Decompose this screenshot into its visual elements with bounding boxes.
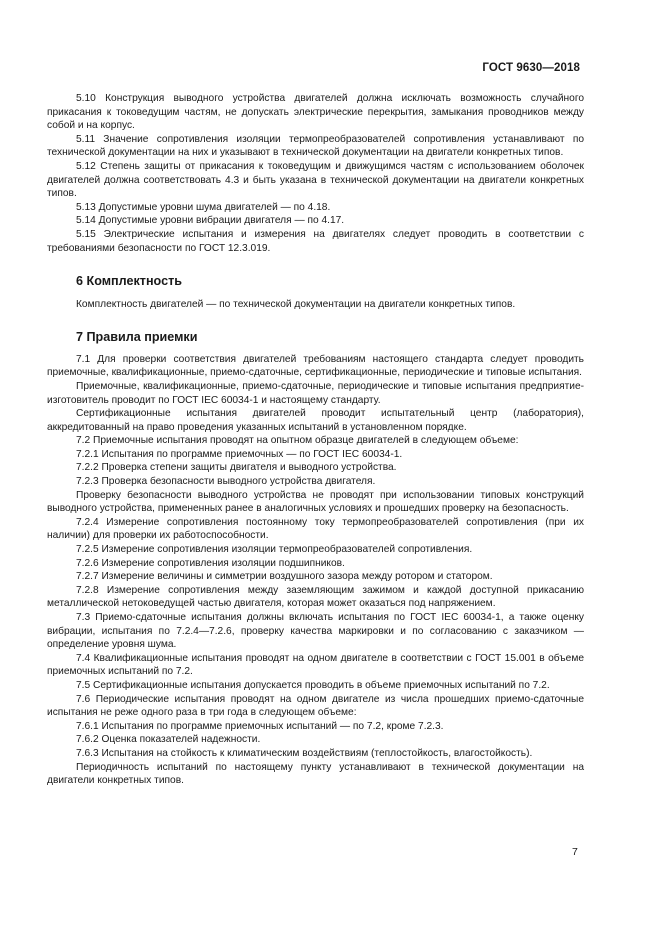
paragraph-7-3: 7.3 Приемо-сдаточные испытания должны включать испытания по ГОСТ IEC 60034-1, а также оценку вибрации, испытания по 7.2.4—7.2.6, проверку качества маркировки и по согласованию с заказчиком — определение уровня шума. <box>47 612 584 651</box>
paragraph-7-6-note: Периодичность испытаний по настоящему пункту устанавливают в технической документации на двигатели конкретных типов. <box>47 761 584 787</box>
page-number: 7 <box>572 846 578 858</box>
document-header: ГОСТ 9630—2018 <box>482 62 580 74</box>
paragraph-7-2-4: 7.2.4 Измерение сопротивления постоянному току термопреобразователей сопротивления (при их наличии) для проверки их работоспособности. <box>47 516 584 542</box>
paragraph-5-11: 5.11 Значение сопротивления изоляции термопреобразователей сопротивления устанавливают по технической документации на них и указывают в технической документации на двигатели конкретных типов. <box>47 133 584 159</box>
paragraph-7-2-8: 7.2.8 Измерение сопротивления между заземляющим зажимом и каждой доступной прикасанию металлической нетоковедущей частью двигателя, которая может оказаться под напряжением. <box>47 584 584 610</box>
paragraph-7-1: 7.1 Для проверки соответствия двигателей требованиям настоящего стандарта следует проводить приемочные, квалификационные, приемо-сдаточные, сертификационные, периодические и типовые испытания. <box>47 353 584 379</box>
page-content <box>47 92 584 788</box>
paragraph-7-6-1: 7.6.1 Испытания по программе приемочных испытаний — по 7.2, кроме 7.2.3. <box>76 720 444 732</box>
paragraph-5-12: 5.12 Степень защиты от прикасания к токоведущим и движущимся частям с использованием оболочек двигателей должна соответствовать 4.3 и быть указана в технической документации на двигатели конкретных типов. <box>47 160 584 200</box>
section-6-heading: 6 Комплектность <box>76 274 182 289</box>
paragraph-7-4: 7.4 Квалификационные испытания проводят на одном двигателе в соответствии с ГОСТ 15.001 в объеме приемочных испытаний по 7.2. <box>47 652 584 678</box>
paragraph-7-6-3: 7.6.3 Испытания на стойкость к климатическим воздействиям (теплостойкость, влагостойкость). <box>76 747 533 759</box>
paragraph-7-6: 7.6 Периодические испытания проводят на одном двигателе из числа прошедших приемо-сдаточные испытания не реже одного раза в три года в следующем объеме: <box>47 693 584 719</box>
paragraph-7-2-2: 7.2.2 Проверка степени защиты двигателя и выводного устройства. <box>76 462 397 474</box>
paragraph-5-10: 5.10 Конструкция выводного устройства двигателей должна исключать возможность случайного прикасания к токоведущим частям, не допускать электрические перекрытия, замыкания проводников между собой и на корпус. <box>47 93 584 132</box>
section-6-text: Комплектность двигателей — по технической документации на двигатели конкретных типов. <box>76 299 516 311</box>
paragraph-5-15: 5.15 Электрические испытания и измерения на двигателях следует проводить в соответствии с требованиями безопасности по ГОСТ 12.3.019. <box>47 228 584 254</box>
paragraph-7-1-a: Приемочные, квалификационные, приемо-сдаточные, периодические и типовые испытания предприятие-изготовитель проводит по ГОСТ IEC 60034-1 и настоящему стандарту. <box>47 380 584 406</box>
paragraph-7-6-2: 7.6.2 Оценка показателей надежности. <box>76 734 261 746</box>
paragraph-7-2-3-note: Проверку безопасности выводного устройства не проводят при использовании типовых конструкций выводного устройства, примененных ранее в аналогичных условиях и прошедших проверку на безопасность. <box>47 489 584 515</box>
paragraph-5-13: 5.13 Допустимые уровни шума двигателей — по 4.18. <box>76 201 331 213</box>
section-7-heading: 7 Правила приемки <box>76 329 198 344</box>
paragraph-7-5: 7.5 Сертификационные испытания допускается проводить в объеме приемочных испытаний по 7.2. <box>76 679 550 691</box>
paragraph-7-2: 7.2 Приемочные испытания проводят на опытном образце двигателей в следующем объеме: <box>76 435 519 447</box>
paragraph-7-2-5: 7.2.5 Измерение сопротивления изоляции термопреобразователей сопротивления. <box>76 544 473 556</box>
paragraph-7-2-3: 7.2.3 Проверка безопасности выводного устройства двигателя. <box>76 476 376 488</box>
paragraph-7-2-6: 7.2.6 Измерение сопротивления изоляции подшипников. <box>76 557 345 569</box>
paragraph-7-2-1: 7.2.1 Испытания по программе приемочных — по ГОСТ IEC 60034-1. <box>76 448 403 460</box>
paragraph-7-1-b: Сертификационные испытания двигателей проводит испытательный центр (лаборатория), аккредитованный на право проведения указанных испытаний в установленном порядке. <box>47 408 584 433</box>
paragraph-5-14: 5.14 Допустимые уровни вибрации двигателя — по 4.17. <box>76 215 345 227</box>
paragraph-7-2-7: 7.2.7 Измерение величины и симметрии воздушного зазора между ротором и статором. <box>76 571 493 583</box>
